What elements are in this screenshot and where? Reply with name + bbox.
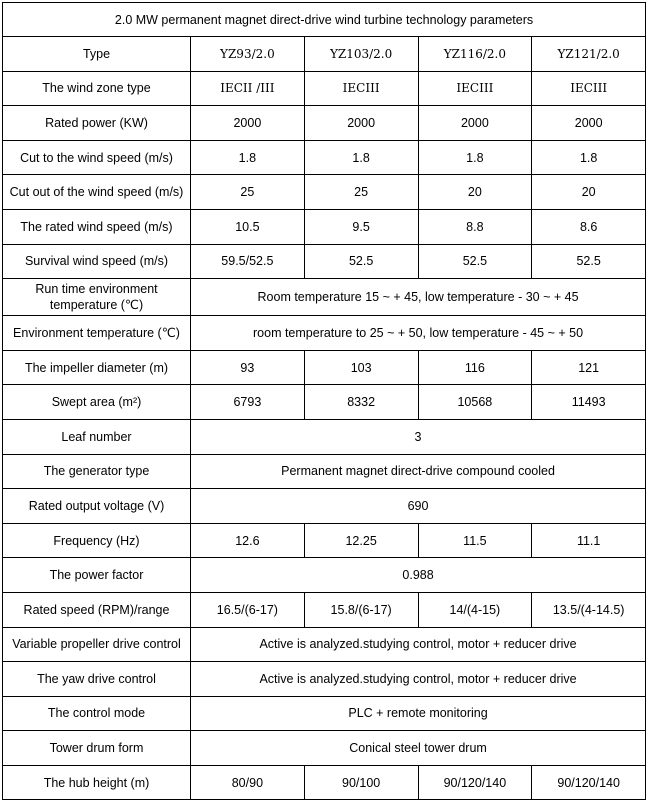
cell: 116 bbox=[418, 350, 532, 385]
cell: 1.8 bbox=[532, 140, 646, 175]
merged-cell: 0.988 bbox=[191, 558, 646, 593]
cell: IECIII bbox=[304, 71, 418, 106]
cell: 2000 bbox=[191, 106, 305, 141]
cell: 59.5/52.5 bbox=[191, 244, 305, 279]
cell: 2000 bbox=[532, 106, 646, 141]
cell: 11.5 bbox=[418, 523, 532, 558]
row-label: The wind zone type bbox=[3, 71, 191, 106]
row-label: Frequency (Hz) bbox=[3, 523, 191, 558]
table-row bbox=[3, 765, 646, 800]
row-label: Swept area (m²) bbox=[3, 385, 191, 420]
merged-cell: 690 bbox=[191, 489, 646, 524]
row-label: Cut out of the wind speed (m/s) bbox=[3, 175, 191, 210]
row-label: The impeller diameter (m) bbox=[3, 350, 191, 385]
cell: IECIII bbox=[418, 71, 532, 106]
table-row bbox=[3, 279, 646, 316]
cell: 93 bbox=[191, 350, 305, 385]
table-row bbox=[3, 140, 646, 175]
cell: 90/120/140 bbox=[418, 765, 532, 800]
cell: 20 bbox=[532, 175, 646, 210]
table-row bbox=[3, 523, 646, 558]
merged-cell: Room temperature 15 ~ + 45, low temperature - 30 ~ + 45 bbox=[191, 279, 646, 316]
row-label: The yaw drive control bbox=[3, 662, 191, 697]
row-label: Type bbox=[3, 37, 191, 72]
merged-cell: PLC + remote monitoring bbox=[191, 696, 646, 731]
table-row bbox=[3, 662, 646, 697]
cell: 15.8/(6-17) bbox=[304, 592, 418, 627]
merged-cell: Active is analyzed.studying control, motor + reducer drive bbox=[191, 627, 646, 662]
cell: 121 bbox=[532, 350, 646, 385]
cell: 52.5 bbox=[304, 244, 418, 279]
cell: 1.8 bbox=[418, 140, 532, 175]
cell: YZ121/2.0 bbox=[532, 37, 646, 72]
cell: 20 bbox=[418, 175, 532, 210]
cell: 8.6 bbox=[532, 209, 646, 244]
row-label: Cut to the wind speed (m/s) bbox=[3, 140, 191, 175]
merged-cell: 3 bbox=[191, 419, 646, 454]
row-label: The generator type bbox=[3, 454, 191, 489]
cell: 11493 bbox=[532, 385, 646, 420]
cell: YZ103/2.0 bbox=[304, 37, 418, 72]
row-label: Run time environment temperature (℃) bbox=[3, 279, 191, 316]
cell: 80/90 bbox=[191, 765, 305, 800]
cell: 103 bbox=[304, 350, 418, 385]
cell: YZ93/2.0 bbox=[191, 37, 305, 72]
row-label: The rated wind speed (m/s) bbox=[3, 209, 191, 244]
table-row bbox=[3, 71, 646, 106]
table-row bbox=[3, 350, 646, 385]
table-row bbox=[3, 558, 646, 593]
table-row bbox=[3, 106, 646, 141]
table-title: 2.0 MW permanent magnet direct-drive wind turbine technology parameters bbox=[3, 3, 646, 37]
merged-cell: Active is analyzed.studying control, motor + reducer drive bbox=[191, 662, 646, 697]
parameters-table bbox=[2, 2, 646, 800]
row-label: Environment temperature (℃) bbox=[3, 316, 191, 351]
row-label: The power factor bbox=[3, 558, 191, 593]
row-label: Survival wind speed (m/s) bbox=[3, 244, 191, 279]
table-row bbox=[3, 696, 646, 731]
table-row bbox=[3, 175, 646, 210]
cell: 12.25 bbox=[304, 523, 418, 558]
cell: 52.5 bbox=[532, 244, 646, 279]
cell: 25 bbox=[304, 175, 418, 210]
row-label: The control mode bbox=[3, 696, 191, 731]
cell: IECIII bbox=[532, 71, 646, 106]
cell: 10.5 bbox=[191, 209, 305, 244]
cell: 90/100 bbox=[304, 765, 418, 800]
table-row bbox=[3, 489, 646, 524]
merged-cell: Permanent magnet direct-drive compound cooled bbox=[191, 454, 646, 489]
cell: IECII /III bbox=[191, 71, 305, 106]
table-row bbox=[3, 592, 646, 627]
merged-cell: Conical steel tower drum bbox=[191, 731, 646, 766]
table-row bbox=[3, 419, 646, 454]
row-label: Rated power (KW) bbox=[3, 106, 191, 141]
cell: 11.1 bbox=[532, 523, 646, 558]
row-label: Tower drum form bbox=[3, 731, 191, 766]
row-label: Rated speed (RPM)/range bbox=[3, 592, 191, 627]
table-row bbox=[3, 627, 646, 662]
table-row bbox=[3, 731, 646, 766]
cell: 1.8 bbox=[304, 140, 418, 175]
cell: 8332 bbox=[304, 385, 418, 420]
cell: 25 bbox=[191, 175, 305, 210]
cell: 13.5/(4-14.5) bbox=[532, 592, 646, 627]
row-label: Variable propeller drive control bbox=[3, 627, 191, 662]
cell: 12.6 bbox=[191, 523, 305, 558]
table-row bbox=[3, 209, 646, 244]
cell: 8.8 bbox=[418, 209, 532, 244]
cell: 1.8 bbox=[191, 140, 305, 175]
cell: 52.5 bbox=[418, 244, 532, 279]
cell: 10568 bbox=[418, 385, 532, 420]
table-row bbox=[3, 385, 646, 420]
merged-cell: room temperature to 25 ~ + 50, low temperature - 45 ~ + 50 bbox=[191, 316, 646, 351]
cell: 2000 bbox=[418, 106, 532, 141]
table-row bbox=[3, 454, 646, 489]
title-row bbox=[3, 3, 646, 37]
row-label: Leaf number bbox=[3, 419, 191, 454]
cell: 14/(4-15) bbox=[418, 592, 532, 627]
row-label: The hub height (m) bbox=[3, 765, 191, 800]
table-row bbox=[3, 316, 646, 351]
cell: 6793 bbox=[191, 385, 305, 420]
table-row bbox=[3, 244, 646, 279]
row-label: Rated output voltage (V) bbox=[3, 489, 191, 524]
cell: 90/120/140 bbox=[532, 765, 646, 800]
cell: YZ116/2.0 bbox=[418, 37, 532, 72]
table-row bbox=[3, 37, 646, 72]
cell: 9.5 bbox=[304, 209, 418, 244]
cell: 16.5/(6-17) bbox=[191, 592, 305, 627]
cell: 2000 bbox=[304, 106, 418, 141]
